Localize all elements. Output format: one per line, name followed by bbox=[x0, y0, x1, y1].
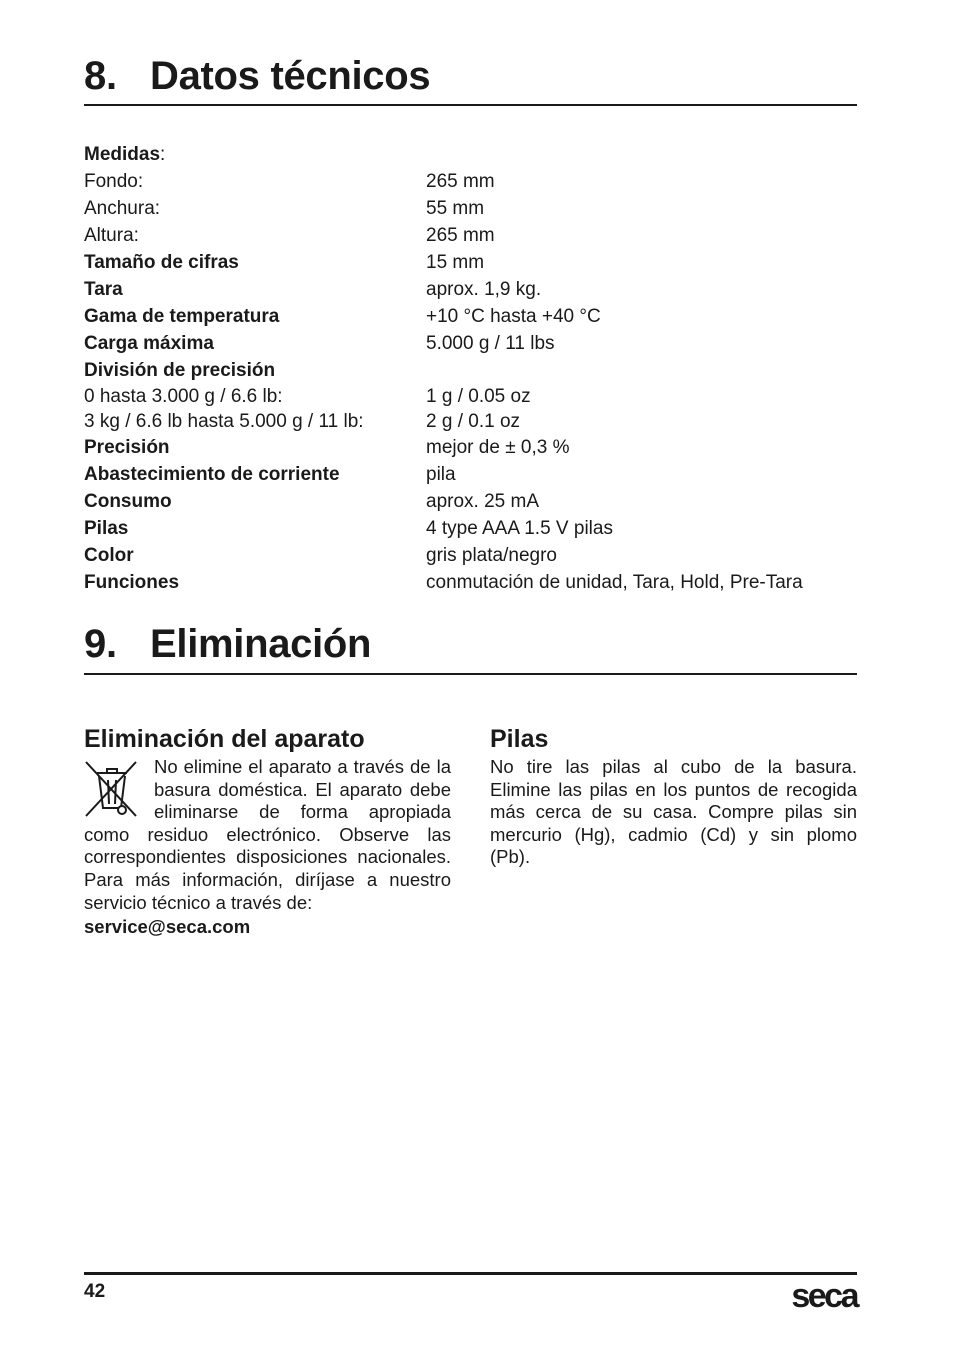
spec-value: 265 mm bbox=[426, 171, 495, 192]
spec-key: Precisión bbox=[84, 437, 170, 458]
spec-row bbox=[84, 276, 864, 303]
spec-key: Consumo bbox=[84, 491, 172, 512]
spec-value: 1 g / 0.05 oz bbox=[426, 386, 531, 407]
seca-logo: seca bbox=[791, 1277, 857, 1315]
spec-value: 265 mm bbox=[426, 225, 495, 246]
spec-value: aprox. 25 mA bbox=[426, 491, 539, 512]
section-9-number: 9. bbox=[84, 622, 117, 666]
spec-value bbox=[426, 357, 864, 384]
spec-row bbox=[84, 249, 864, 276]
disposal-device-heading: Eliminación del aparato bbox=[84, 725, 365, 753]
spec-value: gris plata/negro bbox=[426, 545, 557, 566]
spec-row bbox=[84, 461, 864, 488]
batteries-column bbox=[490, 724, 857, 869]
disposal-device-text: No elimine el aparato a través de la basura doméstica. El aparato debe eliminarse de forma apropiada como residuo electrónico. Observe las correspondientes disposiciones nacionales. Para más información, diríjase a nuestro servicio técnico a través de: bbox=[84, 756, 451, 913]
spec-value: 4 type AAA 1.5 V pilas bbox=[426, 518, 613, 539]
spec-key: 3 kg / 6.6 lb hasta 5.000 g / 11 lb: bbox=[84, 411, 364, 432]
spec-row bbox=[84, 303, 864, 330]
spec-value: pila bbox=[426, 464, 456, 485]
spec-rows bbox=[84, 168, 864, 596]
spec-key: Abastecimiento de corriente bbox=[84, 464, 340, 485]
spec-row bbox=[84, 168, 864, 195]
medidas-label: Medidas bbox=[84, 144, 161, 165]
spec-value: aprox. 1,9 kg. bbox=[426, 279, 542, 300]
spec-key: Funciones bbox=[84, 572, 180, 593]
spec-table bbox=[84, 141, 864, 596]
spec-key: 0 hasta 3.000 g / 6.6 lb: bbox=[84, 386, 283, 407]
batteries-heading: Pilas bbox=[490, 725, 549, 753]
spec-key: Carga máxima bbox=[84, 333, 214, 354]
spec-value: mejor de ± 0,3 % bbox=[426, 437, 570, 458]
spec-key: Altura: bbox=[84, 225, 139, 246]
spec-row bbox=[84, 357, 864, 384]
spec-key: Fondo: bbox=[84, 171, 144, 192]
section-8-number: 8. bbox=[84, 54, 117, 98]
spec-row bbox=[84, 488, 864, 515]
spec-row bbox=[84, 434, 864, 461]
spec-medidas-heading bbox=[84, 141, 864, 168]
spec-row bbox=[84, 515, 864, 542]
spec-key: Color bbox=[84, 545, 134, 566]
section-9-title: Eliminación bbox=[150, 622, 372, 666]
spec-row bbox=[84, 330, 864, 357]
spec-key: Tara bbox=[84, 279, 123, 300]
section-8-title: Datos técnicos bbox=[150, 54, 431, 98]
disposal-device-column bbox=[84, 724, 451, 939]
footer-rule bbox=[84, 1272, 857, 1275]
medidas-colon: : bbox=[160, 144, 166, 165]
service-email: service@seca.com bbox=[84, 916, 251, 938]
spec-row bbox=[84, 195, 864, 222]
spec-key: Tamaño de cifras bbox=[84, 252, 239, 273]
spec-value: conmutación de unidad, Tara, Hold, Pre-Tara bbox=[426, 572, 803, 593]
section-9-heading bbox=[84, 620, 857, 675]
spec-key: Anchura: bbox=[84, 198, 161, 219]
spec-value: 5.000 g / 11 lbs bbox=[426, 333, 555, 354]
spec-value: 55 mm bbox=[426, 198, 485, 219]
crossed-out-bin-icon bbox=[84, 760, 140, 822]
spec-value: 2 g / 0.1 oz bbox=[426, 411, 521, 432]
section-8-heading bbox=[84, 52, 857, 106]
spec-row bbox=[84, 569, 864, 596]
spec-row bbox=[84, 409, 864, 434]
spec-row bbox=[84, 384, 864, 409]
spec-key: Gama de temperatura bbox=[84, 306, 280, 327]
batteries-text: No tire las pilas al cubo de la basura. Elimine las pilas en los puntos de recogida más cerca de su casa. Compre pilas sin mercurio (Hg), cadmio (Cd) y sin plomo (Pb). bbox=[490, 756, 857, 868]
spec-value: +10 °C hasta +40 °C bbox=[426, 306, 601, 327]
spec-key: División de precisión bbox=[84, 360, 276, 381]
spec-key: Pilas bbox=[84, 518, 129, 539]
page-number: 42 bbox=[84, 1281, 106, 1302]
spec-value: 15 mm bbox=[426, 252, 485, 273]
spec-row bbox=[84, 542, 864, 569]
spec-row bbox=[84, 222, 864, 249]
